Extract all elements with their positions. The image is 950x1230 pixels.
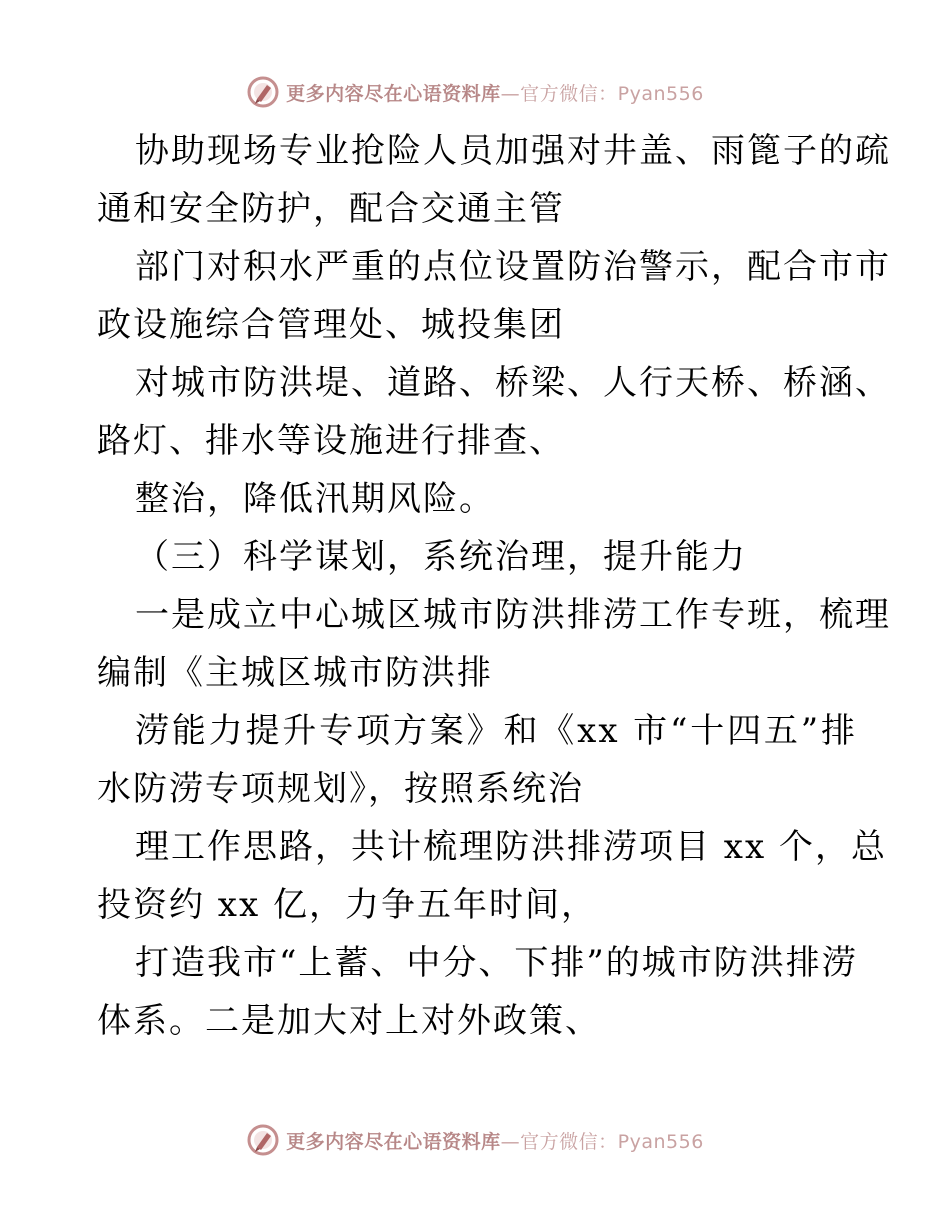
text-line: 路灯、排水等设施进行排查、 <box>97 421 565 461</box>
text-line: 打造我市“上蓄、中分、下排”的城市防洪排涝 <box>135 943 858 983</box>
watermark-header <box>0 72 950 112</box>
section-heading: （三）科学谋划，系统治理，提升能力 <box>135 537 747 577</box>
watermark-brand: 更多内容尽在心语资料库 <box>286 82 501 105</box>
text-line: 涝能力提升专项方案》和《xx 市“十四五”排 <box>135 711 857 751</box>
pen-nib-circle-icon <box>246 75 280 109</box>
text-line: 政设施综合管理处、城投集团 <box>97 305 565 345</box>
text-line: 理工作思路，共计梳理防洪排涝项目 xx 个，总 <box>135 827 887 867</box>
watermark-brand: 更多内容尽在心语资料库 <box>286 1130 501 1153</box>
text-line: 对城市防洪堤、道路、桥梁、人行天桥、桥涵、 <box>135 363 891 403</box>
text-line: 通和安全防护，配合交通主管 <box>97 189 565 229</box>
pen-nib-circle-icon <box>246 1123 280 1157</box>
text-line: 水防涝专项规划》，按照系统治 <box>97 769 584 809</box>
watermark-wechat: 官方微信：Pyan556 <box>520 1130 704 1153</box>
text-line: 整治，降低汛期风险。 <box>135 479 495 519</box>
text-line: 编制《主城区城市防洪排 <box>97 653 493 693</box>
watermark-wechat: 官方微信：Pyan556 <box>520 82 704 105</box>
watermark-dash: — <box>500 1130 521 1153</box>
text-line: 体系。二是加大对上对外政策、 <box>97 1001 601 1041</box>
text-line: 协助现场专业抢险人员加强对井盖、雨篦子的疏 <box>135 131 891 171</box>
text-line: 部门对积水严重的点位设置防治警示，配合市市 <box>135 247 891 287</box>
watermark-dash: — <box>500 82 521 105</box>
watermark-footer <box>0 1120 950 1160</box>
text-line: 一是成立中心城区城市防洪排涝工作专班，梳理 <box>135 595 891 635</box>
document-body <box>97 122 891 1050</box>
text-line: 投资约 xx 亿，力争五年时间， <box>97 885 597 925</box>
